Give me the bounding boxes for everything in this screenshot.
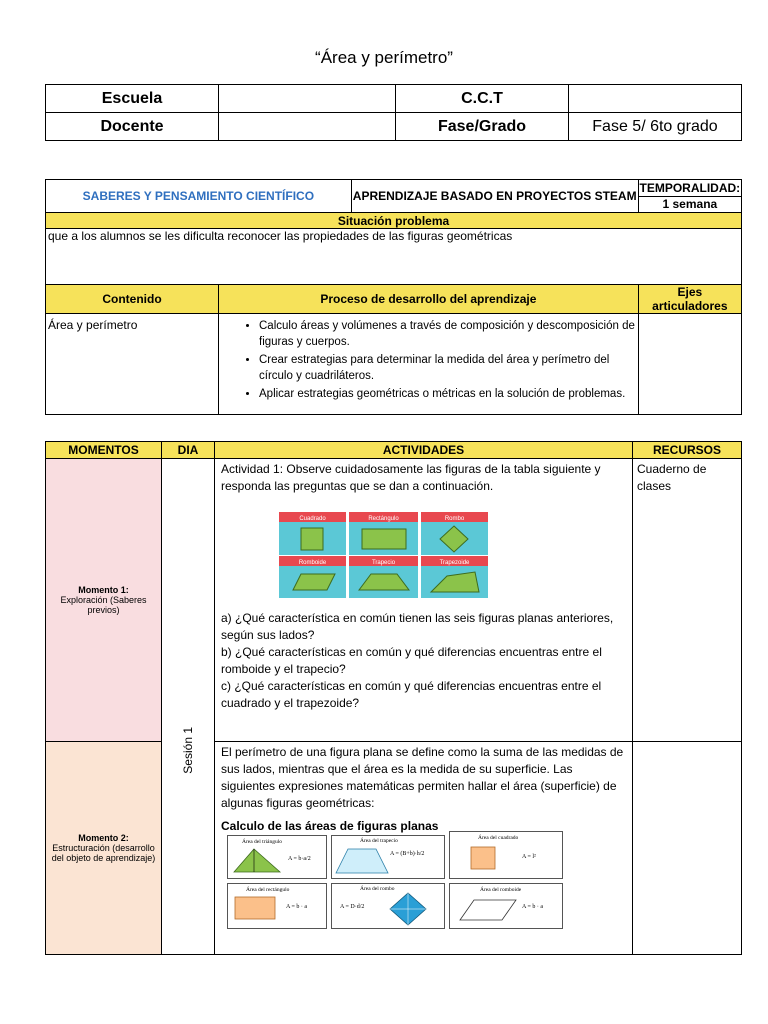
area-card-trapecio	[331, 835, 445, 879]
area-card-label: Área del rombo	[360, 886, 395, 892]
area-card-label: Área del trapecio	[360, 838, 398, 844]
contenido-label: Contenido	[46, 285, 219, 314]
cct-label: C.C.T	[396, 85, 569, 113]
sesion-label: Sesión 1	[181, 727, 195, 774]
areas-title: Calculo de las áreas de figuras planas	[221, 819, 439, 833]
shapes-grid	[279, 512, 488, 598]
proceso-item: • Calculo áreas y volúmenes a través de composición y descomposición de figuras y cuerpos.	[259, 318, 638, 350]
proceso-item: • Crear estrategias para determinar la medida del área y perímetro del círculo y cuadriláteros.	[259, 352, 638, 384]
area-card-formula: A = b · a	[286, 904, 308, 910]
momentos-header: MOMENTOS	[46, 442, 162, 459]
actividad-1-intro: Actividad 1: Observe cuidadosamente las figuras de la tabla siguiente y responda las preguntas que se dan a continuación.	[221, 462, 601, 493]
proceso-list	[219, 314, 639, 415]
temporalidad-value: 1 semana	[638, 196, 741, 213]
triangle-icon	[232, 846, 282, 874]
area-card-formula: A = (B+b)·h/2	[390, 851, 425, 857]
question: a) ¿Qué característica en común tienen las seis figuras planas anteriores, según sus lados?	[221, 611, 614, 642]
question: c) ¿Qué características en común y qué diferencias encuentras entre el cuadrado y el trapezoide?	[221, 679, 602, 710]
metodologia: APRENDIZAJE BASADO EN PROYECTOS STEAM	[351, 180, 638, 213]
area-card-triangulo	[227, 835, 327, 879]
shape-label: Rectángulo	[368, 516, 399, 522]
actividades-header: ACTIVIDADES	[215, 442, 633, 459]
situacion-text: que a los alumnos se les dificulta reconocer las propiedades de las figuras geométricas	[46, 229, 742, 285]
momento-2-cell	[46, 742, 162, 955]
ejes-value	[638, 314, 741, 415]
proceso-item: • Aplicar estrategias geométricas o métricas en la solución de problemas.	[259, 386, 638, 402]
momento-1-cell	[46, 459, 162, 742]
temporalidad-label: TEMPORALIDAD:	[639, 180, 741, 195]
header-table	[45, 84, 742, 141]
shape-label: Trapezoide	[439, 560, 470, 566]
area-card-label: Área del triángulo	[242, 839, 283, 845]
area-card-label: Área del rectángulo	[246, 887, 290, 893]
momento-2-title: Momento 2:	[78, 833, 129, 843]
document-title: “Área y perímetro”	[315, 48, 453, 67]
momento-2-text: El perímetro de una figura plana se define como la suma de las medidas de sus lados, mientras que el área es la medida de su superficie. Las siguientes expresiones matemáticas permiten hallar el área (superficie) de algunas figuras geométricas:	[221, 745, 624, 810]
question: b) ¿Qué características en común y qué diferencias encuentras entre el romboide y el trapecio?	[221, 645, 602, 676]
rectangle-icon	[234, 896, 278, 922]
area-card-formula: A = b · a	[522, 904, 544, 910]
actividad-1-cell	[215, 459, 633, 742]
momento-2-desc: Estructuración (desarrollo del objeto de aprendizaje)	[51, 843, 156, 863]
areas-figure	[227, 835, 567, 930]
momento-1-title: Momento 1:	[78, 585, 129, 595]
area-card-cuadrado	[449, 831, 563, 879]
fase-value: Fase 5/ 6to grado	[569, 113, 742, 141]
area-card-rombo	[331, 883, 445, 929]
rhombus-icon	[388, 892, 428, 926]
docente-value	[219, 113, 396, 141]
dia-header: DIA	[162, 442, 215, 459]
trapezoid-icon	[334, 845, 390, 875]
square-icon	[470, 846, 498, 872]
recursos-header: RECURSOS	[633, 442, 742, 459]
area-card-formula: A = D·d/2	[340, 904, 365, 910]
escuela-value	[219, 85, 396, 113]
recurso-2	[633, 742, 742, 955]
momento-1-desc: Exploración (Saberes previos)	[60, 595, 147, 615]
parallelogram-icon	[458, 898, 518, 922]
area-card-rectangulo	[227, 883, 327, 929]
fase-label: Fase/Grado	[396, 113, 569, 141]
shapes-figure	[279, 512, 488, 598]
area-card-label: Área del cuadrado	[478, 835, 519, 841]
curriculum-table	[45, 179, 742, 415]
dia-cell	[162, 459, 215, 955]
proceso-label: Proceso de desarrollo del aprendizaje	[219, 285, 639, 314]
activities-table	[45, 441, 742, 955]
shape-label: Rombo	[444, 516, 465, 522]
escuela-label: Escuela	[46, 85, 219, 113]
area-card-label: Área del romboide	[480, 887, 522, 893]
actividad-2-cell	[215, 742, 633, 955]
contenido-value: Área y perímetro	[46, 314, 219, 415]
situacion-label: Situación problema	[46, 213, 742, 229]
cct-value	[569, 85, 742, 113]
shape-label: Romboide	[298, 560, 327, 566]
ejes-label: Ejes articuladores	[638, 285, 741, 314]
recurso-1: Cuaderno de clases	[633, 459, 742, 742]
questions	[215, 608, 632, 714]
shape-label: Cuadrado	[299, 516, 326, 522]
area-card-formula: A = l²	[522, 854, 536, 860]
docente-label: Docente	[46, 113, 219, 141]
area-card-formula: A = b·a/2	[288, 856, 311, 862]
campo-formativo: SABERES Y PENSAMIENTO CIENTÍFICO	[46, 180, 352, 213]
area-card-romboide	[449, 883, 563, 929]
shape-label: Trapecio	[371, 560, 396, 566]
